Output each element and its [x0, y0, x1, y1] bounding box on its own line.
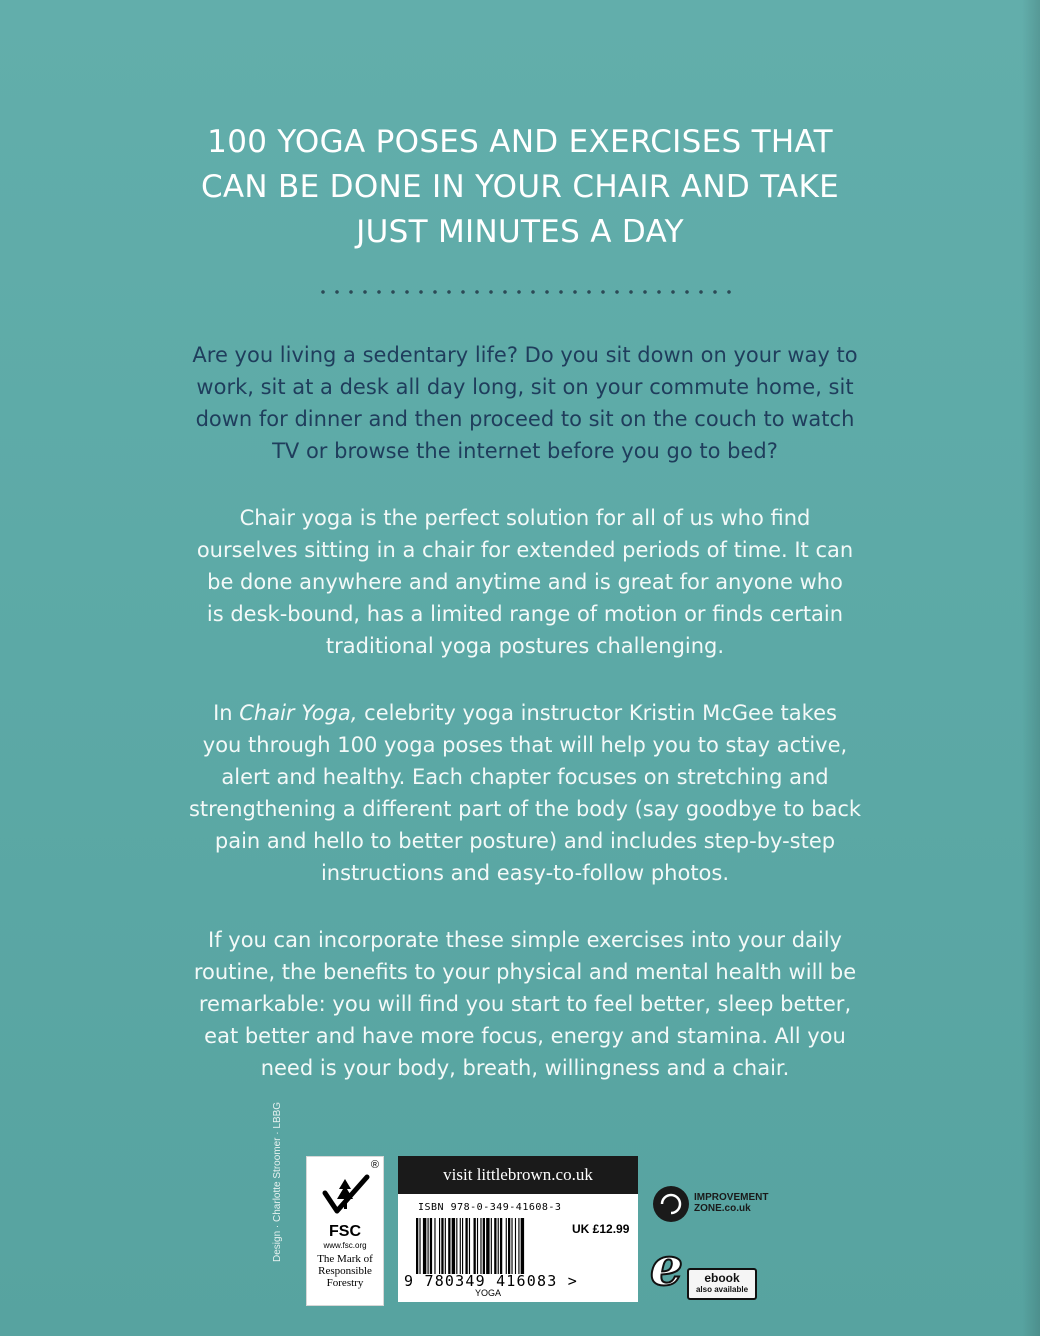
paragraph-line: down for dinner and then proceed to sit on the couch to watch: [195, 407, 855, 431]
paragraph-book-description: [150, 697, 900, 889]
barcode-bar: [456, 1218, 457, 1274]
fsc-tagline-line: Forestry: [326, 1277, 364, 1289]
paragraph-line: If you can incorporate these simple exercises into your daily: [208, 928, 842, 952]
barcode-bar: [506, 1218, 507, 1274]
barcode-bar: [474, 1218, 476, 1274]
tree-checkmark-icon: [317, 1171, 373, 1221]
paragraph-line: Are you living a sedentary life? Do you sit down on your way to: [192, 343, 858, 367]
headline-line: CAN BE DONE IN YOUR CHAIR AND TAKE: [200, 169, 840, 205]
improvement-zone-text: [694, 1192, 768, 1214]
fsc-logo: [306, 1156, 384, 1306]
paragraph-line: alert and healthy. Each chapter focuses on stretching and: [221, 765, 829, 789]
paragraph-line: eat better and have more focus, energy and stamina. All you: [204, 1024, 846, 1048]
barcode-bars: [414, 1218, 568, 1276]
fsc-tagline-line: The Mark of: [317, 1253, 373, 1265]
paragraph-line: remarkable: you will find you start to feel better, sleep better,: [198, 992, 852, 1016]
paragraph-line: is desk-bound, has a limited range of motion or finds certain: [206, 602, 844, 626]
ebook-title: ebook: [704, 1271, 740, 1285]
imprint-line: IMPROVEMENT: [694, 1192, 769, 1203]
paragraph-solution: [150, 502, 900, 662]
barcode-bar: [448, 1218, 450, 1274]
barcode-bar: [419, 1218, 420, 1274]
barcode-bar: [465, 1218, 467, 1274]
registered-mark: ®: [370, 1159, 379, 1171]
imprint-line: ZONE.co.uk: [694, 1203, 751, 1214]
barcode-bar: [518, 1218, 519, 1274]
barcode-bar: [416, 1218, 418, 1274]
barcode-bar: [508, 1218, 510, 1274]
barcode-bar: [480, 1218, 481, 1274]
text-span: In: [213, 701, 240, 725]
isbn-text: ISBN 978-0-349-41608-3: [418, 1202, 562, 1213]
barcode-bar: [494, 1218, 496, 1274]
paragraph-line: strengthening a different part of the body (say goodbye to back: [188, 797, 862, 821]
paragraph-line: TV or browse the internet before you go to bed?: [272, 439, 778, 463]
ebook-e-icon: e: [650, 1237, 684, 1298]
barcode-bar: [483, 1218, 485, 1274]
fsc-tagline: [307, 1253, 383, 1289]
improvement-zone-logo: [653, 1186, 689, 1222]
paragraph-line: be done anywhere and anytime and is great for anyone who: [207, 570, 843, 594]
barcode-bar: [486, 1218, 489, 1274]
barcode-bar: [511, 1218, 512, 1274]
category-label: YOGA: [474, 1288, 501, 1298]
paragraph-line: [150, 697, 900, 729]
barcode-bar: [515, 1218, 516, 1274]
fsc-tagline-line: Responsible: [318, 1265, 372, 1277]
barcode-digits: 9 780349 416083 >: [404, 1272, 578, 1290]
barcode-bar: [423, 1218, 426, 1274]
text-span: celebrity yoga instructor Kristin McGee takes: [357, 701, 837, 725]
fsc-label: FSC: [329, 1223, 361, 1240]
dotted-divider: [316, 287, 736, 297]
design-credit: Design · Charlotte Stroomer · LBBG: [272, 1101, 283, 1262]
headline-line: JUST MINUTES A DAY: [356, 214, 684, 250]
paragraph-line: routine, the benefits to your physical and mental health will be: [193, 960, 857, 984]
paragraph-line: work, sit at a desk all day long, sit on your commute home, sit: [196, 375, 854, 399]
barcode-bar: [439, 1218, 440, 1274]
barcode-bar: [462, 1218, 463, 1274]
ebook-badge: [687, 1268, 757, 1300]
paragraph-benefits: [150, 924, 900, 1084]
price-label: UK £12.99: [572, 1222, 630, 1236]
barcode-panel: [398, 1194, 638, 1302]
ebook-subtitle: also available: [695, 1285, 749, 1294]
barcode-bar: [452, 1218, 455, 1274]
barcode-bar: [434, 1218, 435, 1274]
paragraph-line: traditional yoga postures challenging.: [325, 634, 725, 658]
barcode-bar: [430, 1218, 432, 1274]
paragraph-line: instructions and easy-to-follow photos.: [320, 861, 730, 885]
headline: [120, 120, 920, 255]
spine-shadow: [1022, 0, 1040, 1336]
barcode-bar: [460, 1218, 461, 1274]
publisher-url: visit littlebrown.co.uk: [398, 1156, 638, 1194]
barcode-bar: [428, 1218, 429, 1274]
paragraph-line: need is your body, breath, willingness and a chair.: [260, 1056, 790, 1080]
barcode-bar: [491, 1218, 492, 1274]
paragraph-line: ourselves sitting in a chair for extended periods of time. It can: [196, 538, 854, 562]
barcode-bar: [498, 1218, 499, 1274]
paragraph-line: Chair yoga is the perfect solution for all of us who find: [239, 506, 811, 530]
barcode-bar: [500, 1218, 502, 1274]
barcode-bar: [521, 1218, 524, 1274]
barcode-bar: [469, 1218, 470, 1274]
paragraph-line: you through 100 yoga poses that will help you to stay active,: [202, 733, 848, 757]
barcode-bar: [441, 1218, 443, 1274]
headline-line: 100 YOGA POSES AND EXERCISES THAT: [207, 124, 833, 160]
fsc-code: www.fsc.org: [323, 1241, 367, 1250]
barcode-bar: [477, 1218, 478, 1274]
book-title: Chair Yoga,: [239, 701, 358, 725]
improvement-zone-icon: [653, 1186, 689, 1222]
barcode-bar: [445, 1218, 446, 1274]
paragraph-intro: [150, 339, 900, 467]
paragraph-line: pain and hello to better posture) and includes step-by-step: [214, 829, 836, 853]
